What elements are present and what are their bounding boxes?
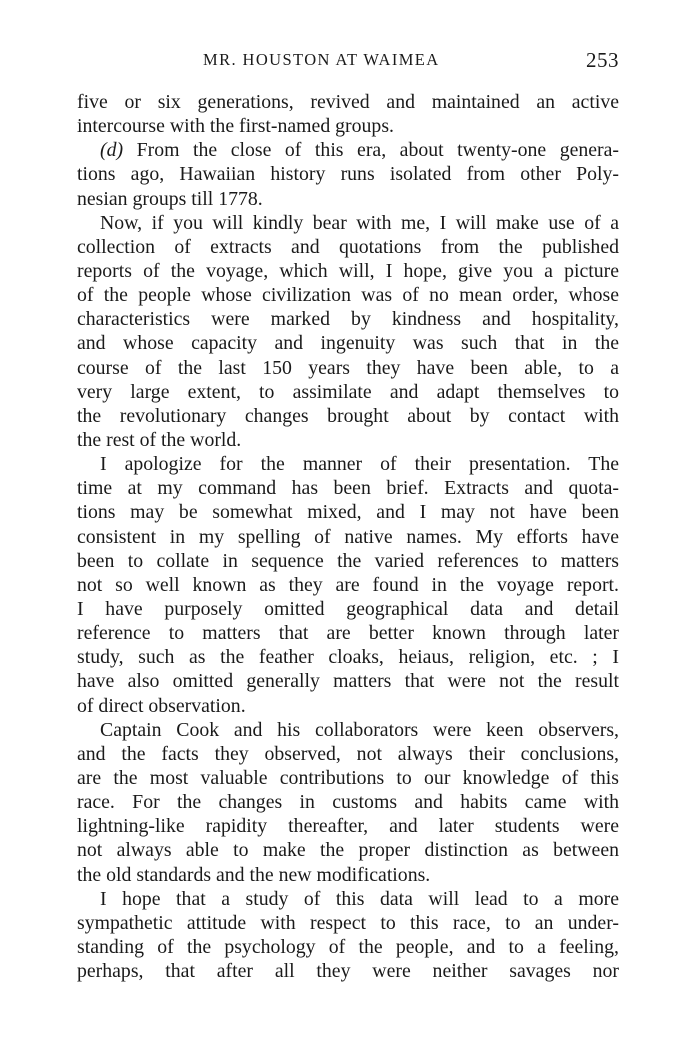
text-line: race. For the changes in customs and habits came with [77, 791, 619, 814]
text-line: study, such as the feather cloaks, heiaus, religion, etc. ; I [77, 646, 619, 669]
text-line: perhaps, that after all they were neither savages nor [77, 960, 619, 983]
text-line: been to collate in sequence the varied references to matters [77, 549, 619, 572]
text-line: the rest of the world. [77, 428, 242, 451]
text-line: reports of the voyage, which will, I hope, give you a picture [77, 259, 619, 282]
text-line: tions ago, Hawaiian history runs isolated from other Poly- [77, 163, 619, 186]
text-line: nesian groups till 1778. [77, 187, 263, 210]
text-line: the revolutionary changes brought about by contact with [77, 404, 619, 427]
text-line: sympathetic attitude with respect to this race, to an under- [77, 911, 619, 934]
text-line: intercourse with the first-named groups. [77, 115, 394, 138]
paragraph-5 [77, 718, 619, 887]
text-line: tions may be somewhat mixed, and I may not have been [77, 501, 619, 524]
text-line: and the facts they observed, not always their conclusions, [77, 742, 619, 765]
text-line: the old standards and the new modifications. [77, 863, 431, 886]
text-line: Captain Cook and his collaborators were keen observers, [100, 718, 619, 741]
text-line: have also omitted generally matters that were not the result [77, 670, 619, 693]
text-line: course of the last 150 years they have been able, to a [77, 356, 619, 379]
text-line: characteristics were marked by kindness and hospitality, [77, 308, 619, 331]
running-title: MR. HOUSTON AT WAIMEA [203, 50, 440, 69]
book-page [77, 44, 619, 983]
body-text [77, 90, 619, 983]
paragraph-1 [77, 90, 619, 138]
text-line [77, 138, 619, 162]
text-line: very large extent, to assimilate and adapt themselves to [77, 380, 619, 403]
text-line: I apologize for the manner of their presentation. The [100, 453, 619, 476]
text-line: of direct observation. [77, 694, 246, 717]
text-line: are the most valuable contributions to our knowledge of this [77, 766, 619, 789]
text-line: lightning-like rapidity thereafter, and later students were [77, 815, 619, 838]
text-line: consistent in my spelling of native names. My efforts have [77, 525, 619, 548]
text-line: and whose capacity and ingenuity was such that in the [77, 332, 619, 355]
text-fragment: From the close of this era, about twenty-one genera- [123, 139, 619, 162]
paragraph-2 [77, 138, 619, 210]
paragraph-3 [77, 211, 619, 452]
running-head [77, 44, 619, 76]
text-line: five or six generations, revived and maintained an active [77, 91, 619, 113]
paragraph-6 [77, 887, 619, 984]
text-line: reference to matters that are better known through later [77, 622, 619, 645]
text-line: I hope that a study of this data will lead to a more [100, 887, 619, 910]
page-number: 253 [586, 48, 619, 72]
text-line: not always able to make the proper distinction as between [77, 839, 619, 862]
text-line: of the people whose civilization was of no mean order, whose [77, 284, 619, 307]
text-line: Now, if you will kindly bear with me, I will make use of a [100, 211, 619, 234]
text-line: collection of extracts and quotations from the published [77, 235, 619, 258]
text-line: I have purposely omitted geographical data and detail [77, 597, 619, 620]
list-marker: (d) [100, 139, 124, 162]
text-line: standing of the psychology of the people, and to a feeling, [77, 935, 619, 958]
text-line: time at my command has been brief. Extracts and quota- [77, 477, 619, 500]
paragraph-4 [77, 452, 619, 718]
text-line: not so well known as they are found in the voyage report. [77, 573, 619, 596]
